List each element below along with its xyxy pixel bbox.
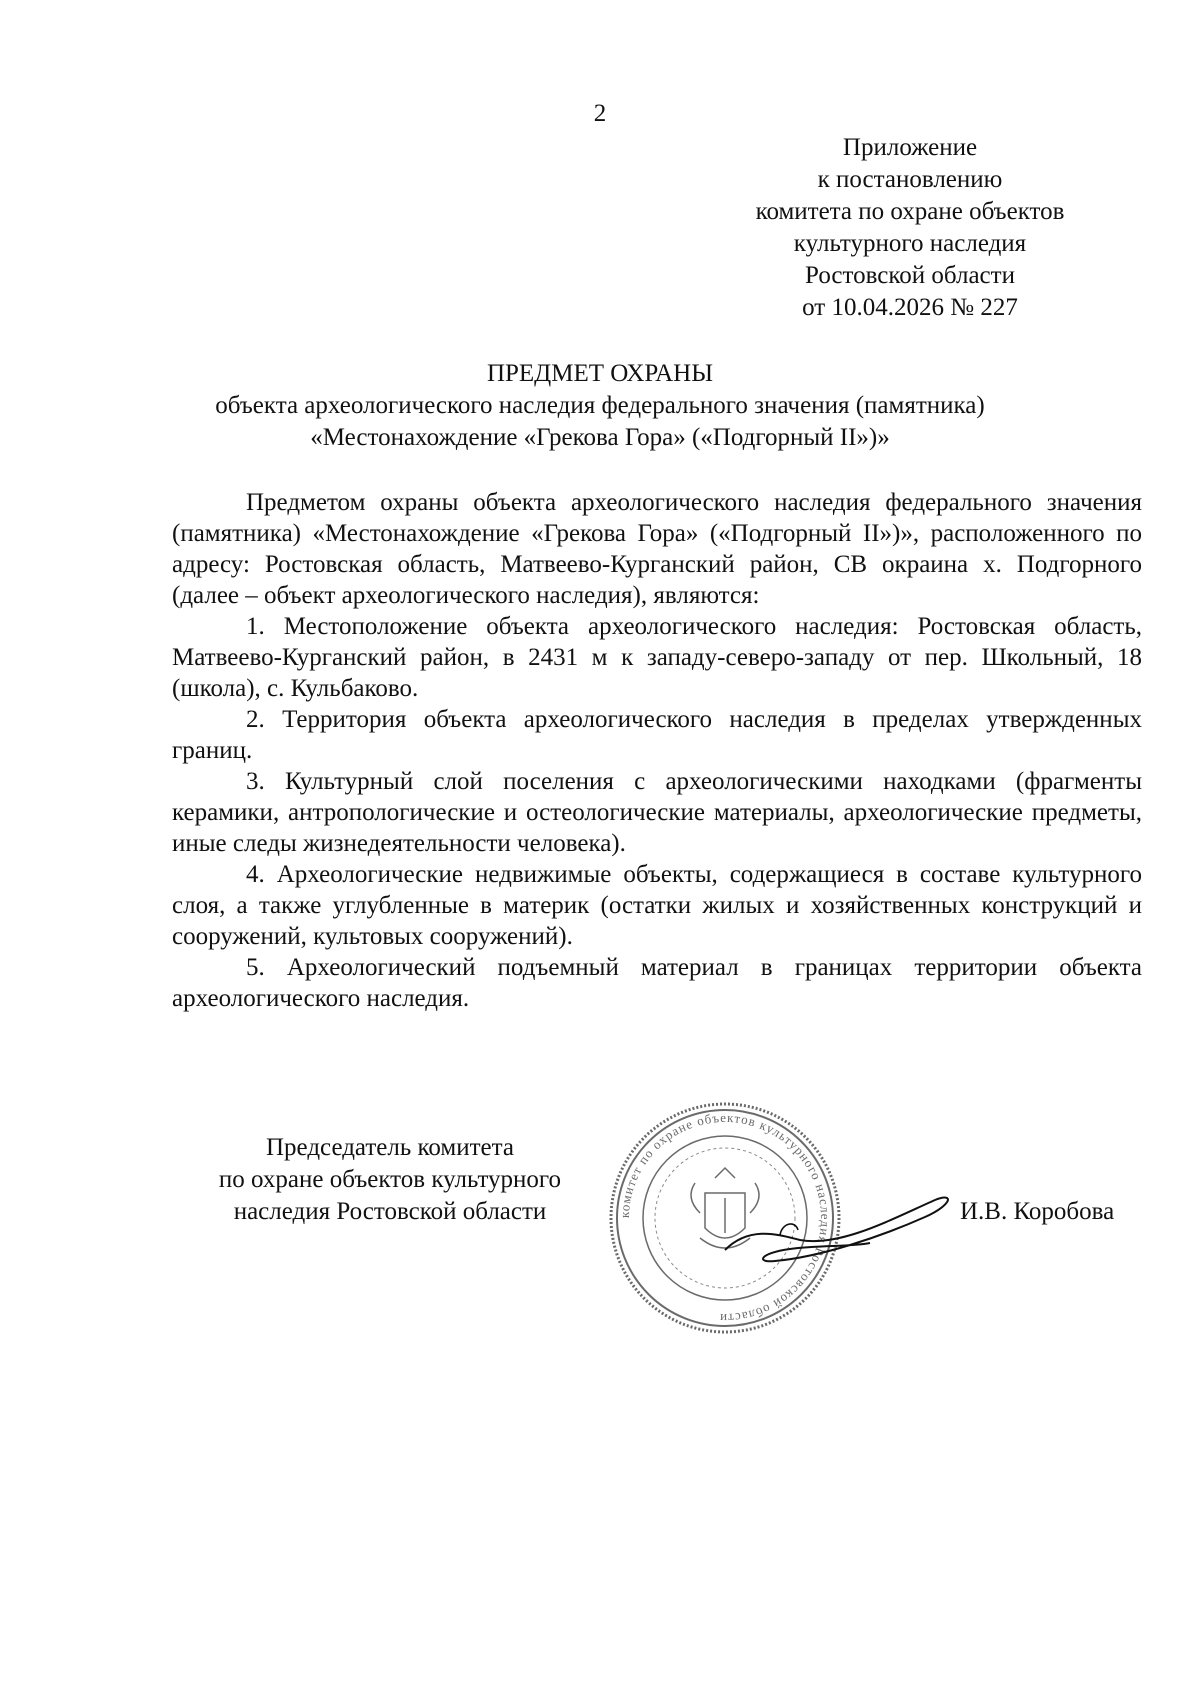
title-line-2: «Местонахождение «Грекова Гора» («Подгорный II»)» <box>310 424 890 451</box>
signer-position-line: Председатель комитета <box>266 1134 514 1161</box>
appendix-line: к постановлению <box>817 166 1003 193</box>
list-item-1: 1. Местоположение объекта археологического наследия: Ростовская область, Матвеево-Курганский район, в 2431 м к западу-северо-западу от пер. Школьный, 18 (школа), с. Кульбаково. <box>172 613 1142 702</box>
appendix-line: культурного наследия <box>793 230 1027 257</box>
appendix-header <box>720 132 1100 324</box>
appendix-line: Ростовской области <box>805 262 1015 289</box>
page-number: 2 <box>593 100 607 127</box>
list-item-5: 5. Археологический подъемный материал в границах территории объекта археологического наследия. <box>172 954 1142 1012</box>
list-item-4: 4. Археологические недвижимые объекты, содержащиеся в составе культурного слоя, а также углубленные в материк (остатки жилых и хозяйственных конструкций и сооружений, культовых сооружений). <box>172 861 1142 950</box>
title-line-1: объекта археологического наследия федерального значения (памятника) <box>215 392 985 419</box>
appendix-line: Приложение <box>842 134 978 161</box>
seal-text: комитет по охране объектов культурного наследия Ростовской области <box>616 1109 834 1327</box>
list-item-2: 2. Территория объекта археологического наследия в пределах утвержденных границ. <box>172 706 1142 764</box>
handwritten-signature <box>720 1165 960 1285</box>
title-heading: ПРЕДМЕТ ОХРАНЫ <box>486 360 714 387</box>
document-body <box>172 487 1142 1014</box>
signer-position <box>170 1132 610 1228</box>
document-title <box>150 358 1050 454</box>
list-item-3: 3. Культурный слой поселения с археологическими находками (фрагменты керамики, антропологические и остеологические материалы, археологические предметы, иные следы жизнедеятельности человека). <box>172 768 1142 857</box>
signer-position-line: наследия Ростовской области <box>233 1198 547 1225</box>
signer-name: И.В. Коробова <box>960 1198 1115 1225</box>
intro-paragraph: Предметом охраны объекта археологического наследия федерального значения (памятника) «Местонахождение «Грекова Гора» («Подгорный II»)», расположенного по адресу: Ростовская область, Матвеево-Курганский район, СВ окраина х. Подгорного (далее – объект археологического наследия), являются: <box>172 489 1142 609</box>
appendix-line: комитета по охране объектов <box>755 198 1065 225</box>
appendix-date-line: от 10.04.2026 № 227 <box>802 294 1018 321</box>
signer-position-line: по охране объектов культурного <box>218 1166 562 1193</box>
